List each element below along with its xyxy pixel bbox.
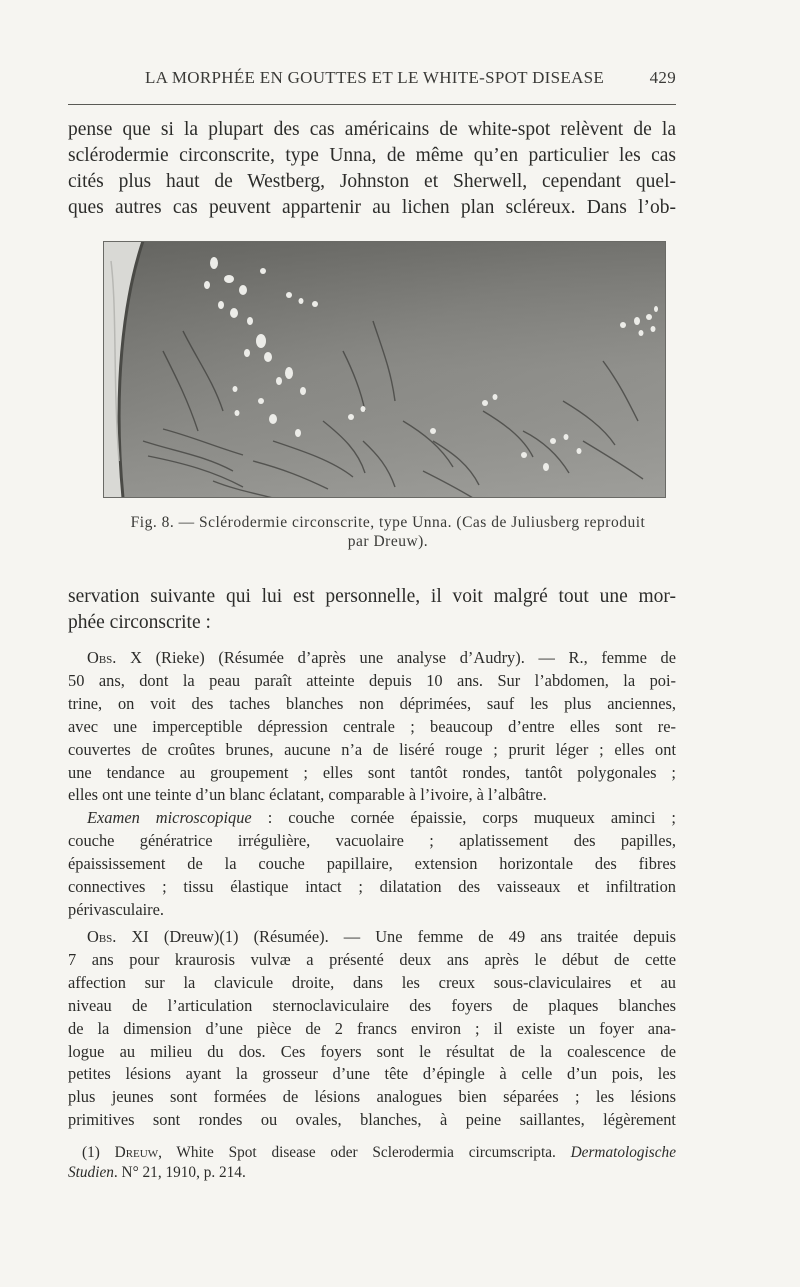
text-line: phée circonscrite : [68,612,211,633]
footnote-marker: (1) [82,1144,115,1161]
text-line: épaississement de la couche papillaire, extension horizontale des fibres [68,854,676,874]
text-line [68,926,676,949]
exam-label: Examen microscopique [87,808,252,828]
obs-label: Obs. [87,648,117,667]
observation-xi [68,926,676,1132]
text-line: niveau de l’articulation sternoclaviculaire des foyers de plaques blanches [68,995,676,1015]
text-line: trine, on voit des taches blanches non déprimées, sauf les plus anciennes, [68,693,676,713]
text-line: de la dimension d’une pièce de 2 francs environ ; il existe un foyer ana- [68,1018,676,1038]
running-title: LA MORPHÉE EN GOUTTES ET LE WHITE-SPOT DISEASE [145,68,605,87]
footnote-text: . N° 21, 1910, p. 214. [113,1164,246,1181]
obs-label: Obs. [87,927,117,946]
footnote-journal: Studien [68,1164,114,1181]
text-line: cités plus haut de Westberg, Johnston et Sherwell, cependant quel- [68,171,676,192]
text-line [68,807,676,830]
paragraph-intro [68,117,676,221]
text-line: avec une imperceptible dépression centrale ; beaucoup d’entre elles sont re- [68,716,676,736]
text-line: elles ont une teinte d’un blanc éclatant, comparable à l’ivoire, à l’albâtre. [68,785,547,805]
footnote-author: Dreuw [114,1144,159,1161]
caption-line: Fig. 8. — Sclérodermie circonscrite, type Unna. (Cas de Juliusberg reproduit [130,514,646,531]
text-line: sclérodermie circonscrite, type Unna, de même qu’en particulier les cas [68,145,676,166]
footnote [68,1143,676,1183]
running-head [68,68,674,94]
text-line: pense que si la plupart des cas américains de white-spot relèvent de la [68,119,676,140]
text-span: : couche cornée épaissie, corps muqueux aminci ; [251,808,676,828]
text-span: XI (Dreuw)(1) (Résumée). — Une femme de 49 ans traitée depuis [116,927,676,946]
text-line: couvertes de croûtes brunes, aucune n’a de liséré rouge ; prurit léger ; elles ont [68,739,676,759]
figure-caption [110,513,666,551]
footnote-line [82,1143,676,1163]
text-line: 50 ans, dont la peau paraît atteinte depuis 10 ans. Sur l’abdomen, la poi- [68,670,676,690]
footnote-line [68,1163,676,1183]
paragraph-observation-intro [68,584,676,636]
text-span: X (Rieke) (Résumée d’après une analyse d’Audry). — R., femme de [116,648,676,667]
text-line: affection sur la clavicule droite, dans les creux sous-claviculaires et au [68,972,676,992]
text-line: logue au milieu du dos. Ces foyers sont le résultat de la coalescence de [68,1041,676,1061]
header-rule [68,104,676,105]
text-line [68,647,676,670]
text-line: ques autres cas peuvent appartenir au lichen plan scléreux. Dans l’ob- [68,197,676,218]
observation-x [68,647,676,922]
text-line: périvasculaire. [68,899,165,919]
text-line: plus jeunes sont formées de lésions analogues bien séparées ; les lésions [68,1087,676,1107]
figure-photograph [103,241,666,498]
text-line: servation suivante qui lui est personnelle, il voit malgré tout une mor- [68,586,676,607]
text-line: 7 ans pour kraurosis vulvæ a présenté deux ans après le début de cette [68,949,676,969]
text-line: connectives ; tissu élastique intact ; dilatation des vaisseaux et infiltration [68,877,676,897]
text-line: couche génératrice irrégulière, vacuolaire ; aplatissement des papilles, [68,831,676,851]
text-line: une tendance au groupement ; elles sont tantôt rondes, tantôt polygonales ; [68,762,676,782]
footnote-journal: Dermatologische [570,1144,676,1161]
footnote-text: , White Spot disease oder Sclerodermia circumscripta. [158,1144,571,1161]
page-number: 429 [649,68,676,87]
caption-line: par Dreuw). [347,533,429,550]
text-line: petites lésions ayant la grosseur d’une tête d’épingle à celle d’un pois, les [68,1064,676,1084]
skin-lesion-photo [103,241,666,498]
text-line: primitives sont rondes ou ovales, blanches, à peine saillantes, légèrement [68,1110,676,1130]
